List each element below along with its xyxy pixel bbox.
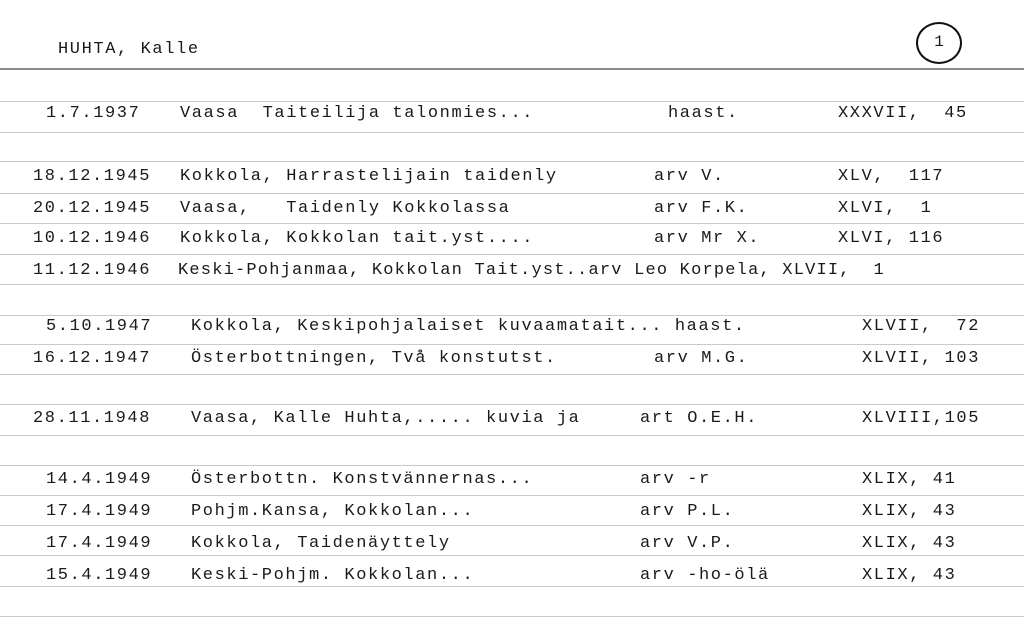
rule-line [0, 284, 1024, 285]
entry-text: Kokkola, Taidenäyttely [191, 534, 451, 553]
rule-line [0, 193, 1024, 194]
entry-date: 10.12.1946 [33, 229, 152, 248]
entry-ref: XLIX, 43 [862, 566, 957, 585]
rule-line [0, 495, 1024, 496]
entry-type: arv -ho-ölä [640, 566, 770, 585]
entry-ref: XXXVII, 45 [838, 104, 968, 123]
entry-ref: XLV, 117 [838, 167, 945, 186]
rule-line [0, 344, 1024, 345]
entry-ref: XLVI, 116 [838, 229, 945, 248]
entry-type: arv M.G. [654, 349, 749, 368]
entry-ref: XLIX, 43 [862, 502, 957, 521]
entry-date: 14.4.1949 [46, 470, 153, 489]
entry-ref: XLVII, 103 [862, 349, 981, 368]
entry-type: arv V.P. [640, 534, 735, 553]
entry-date: 16.12.1947 [33, 349, 152, 368]
entry-ref: XLVIII,105 [862, 409, 981, 428]
entry-date: 1.7.1937 [46, 104, 141, 123]
entry-text: Keski-Pohjanmaa, Kokkolan Tait.yst..arv Leo Korpela, XLVII, 1 [178, 261, 885, 280]
entry-type: arv -r [640, 470, 711, 489]
entry-text: Pohjm.Kansa, Kokkolan... [191, 502, 475, 521]
entry-ref: XLIX, 41 [862, 470, 957, 489]
rule-line [0, 465, 1024, 466]
entry-ref: XLVI, 1 [838, 199, 933, 218]
entry-text: Vaasa Taiteilija talonmies... [180, 104, 535, 123]
rule-line [0, 315, 1024, 316]
entry-type: arv Mr X. [654, 229, 761, 248]
rule-line [0, 132, 1024, 133]
rule-line [0, 435, 1024, 436]
rule-line [0, 254, 1024, 255]
entry-text: Vaasa, Taidenly Kokkolassa [180, 199, 511, 218]
rule-line [0, 586, 1024, 587]
entry-date: 5.10.1947 [46, 317, 153, 336]
rule-line [0, 374, 1024, 375]
entry-ref: XLVII, 72 [862, 317, 981, 336]
entry-date: 20.12.1945 [33, 199, 152, 218]
entry-text: Kokkola, Harrastelijain taidenly [180, 167, 558, 186]
entry-text: Österbottn. Konstvännernas... [191, 470, 534, 489]
entry-text: Vaasa, Kalle Huhta,..... kuvia ja [191, 409, 581, 428]
card-number-circle: 1 [916, 22, 962, 64]
entry-text: Kokkola, Keskipohjalaiset kuvaamatait... haast. [191, 317, 746, 336]
entry-type: haast. [668, 104, 739, 123]
rule-line [0, 525, 1024, 526]
rule-line [0, 616, 1024, 617]
entry-date: 17.4.1949 [46, 534, 153, 553]
entry-text: Kokkola, Kokkolan tait.yst.... [180, 229, 535, 248]
entry-type: arv F.K. [654, 199, 749, 218]
entry-text: Österbottningen, Två konstutst. [191, 349, 557, 368]
rule-line [0, 101, 1024, 102]
entry-date: 18.12.1945 [33, 167, 152, 186]
entry-type: arv P.L. [640, 502, 735, 521]
header-rule [0, 68, 1024, 70]
rule-line [0, 161, 1024, 162]
rule-line [0, 404, 1024, 405]
rule-line [0, 223, 1024, 224]
card-title-name: HUHTA, Kalle [58, 40, 200, 59]
entry-date: 11.12.1946 [33, 261, 152, 280]
entry-type: arv V. [654, 167, 725, 186]
entry-date: 28.11.1948 [33, 409, 152, 428]
rule-line [0, 555, 1024, 556]
entry-text: Keski-Pohjm. Kokkolan... [191, 566, 475, 585]
entry-date: 15.4.1949 [46, 566, 153, 585]
entry-type: art O.E.H. [640, 409, 759, 428]
entry-ref: XLIX, 43 [862, 534, 957, 553]
entry-date: 17.4.1949 [46, 502, 153, 521]
